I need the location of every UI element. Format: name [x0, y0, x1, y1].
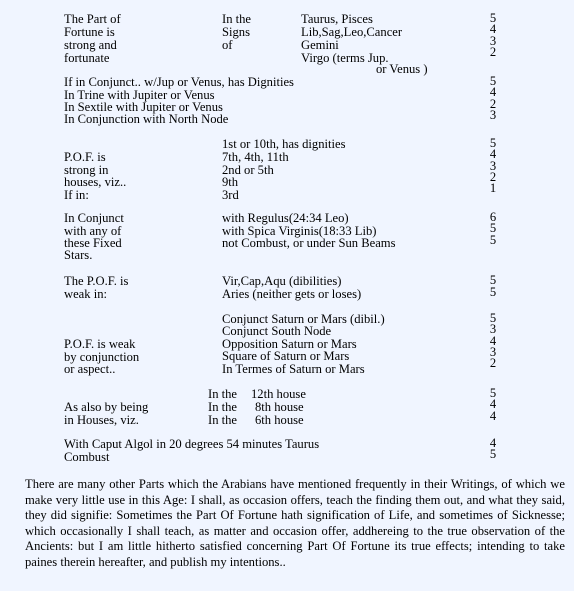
- score: 4: [489, 397, 497, 412]
- affliction-line: With Caput Algol in 20 degrees 54 minutes Taurus: [64, 437, 320, 451]
- score: 3: [489, 158, 497, 173]
- label-line: by conjunction: [64, 350, 140, 364]
- score: 2: [489, 356, 497, 371]
- score: 4: [489, 85, 497, 100]
- house-line: 8th house: [255, 400, 304, 414]
- label-line: If in:: [64, 188, 89, 202]
- label-line: or aspect..: [64, 362, 116, 376]
- house-line: 6th house: [255, 413, 304, 427]
- score: 5: [489, 285, 497, 299]
- closing-paragraph: There are many other Parts which the Arabians have mentioned frequently in their Writings, of which we make very little use in this Age: I shall, as occasion offers, teach the finding them out, and what they said, they did signifie: Sometimes the Part Of Fortune hath signification of Life, and sometimes of Sicknesse; which occasionally I shall teach, as matter and occasion offer, addhereing to the true observation of the Ancients: but I am little hitherto satisfied concerning Part Of Fortune its true effects; intending to take paines therein hereafter, and publish my intentions..: [25, 477, 565, 569]
- star-line: with Spica Virginis(18:33 Lib): [222, 224, 377, 238]
- sign-line: Lib,Sag,Leo,Cancer: [301, 25, 403, 39]
- star-line: with Regulus(24:34 Leo): [222, 211, 349, 225]
- sign-line: Vir,Cap,Aqu (dibilities): [222, 274, 342, 288]
- sign-line: Aries (neither gets or loses): [222, 287, 362, 301]
- label-line: these Fixed: [64, 236, 122, 250]
- label-line: The Part of: [64, 12, 121, 26]
- score: 5: [489, 232, 497, 247]
- label-line: houses, viz..: [64, 175, 127, 189]
- sign-line: or Venus ): [376, 62, 428, 76]
- score: 3: [489, 33, 497, 48]
- score: 5: [489, 221, 497, 236]
- score: 4: [489, 22, 497, 37]
- label-line: The P.O.F. is: [64, 274, 129, 288]
- house-prefix: In the: [208, 413, 238, 427]
- score: 5: [489, 273, 497, 287]
- score: 5: [489, 136, 497, 150]
- aspect-line: In Sextile with Jupiter or Venus: [64, 100, 223, 114]
- score: 5: [489, 447, 497, 462]
- sign-line: Taurus, Pisces: [301, 12, 373, 26]
- label-line: strong and: [64, 38, 117, 52]
- score: 6: [489, 210, 497, 224]
- label-line: P.O.F. is: [64, 150, 106, 164]
- score: 2: [489, 169, 497, 184]
- house-prefix: In the: [208, 400, 238, 414]
- sign-line: Gemini: [301, 38, 339, 52]
- score: 4: [489, 147, 497, 162]
- affliction-line: In Termes of Saturn or Mars: [222, 362, 365, 376]
- score: 3: [489, 322, 497, 337]
- score: 5: [489, 386, 497, 400]
- affliction-line: Conjunct Saturn or Mars (dibil.): [222, 312, 385, 326]
- score: 4: [489, 436, 497, 450]
- label-line: As also by being: [64, 400, 149, 414]
- sign-line: Virgo (terms Jup.: [301, 51, 389, 65]
- score: 1: [489, 181, 497, 196]
- aspect-line: If in Conjunct.. w/Jup or Venus, has Dignities: [64, 75, 294, 89]
- condition-line: In the: [222, 12, 252, 26]
- house-line: 1st or 10th, has dignities: [222, 137, 346, 151]
- label-line: weak in:: [64, 287, 108, 301]
- label-line: with any of: [64, 224, 122, 238]
- condition-line: of: [222, 38, 233, 52]
- score: 5: [489, 11, 497, 25]
- affliction-line: Opposition Saturn or Mars: [222, 337, 357, 351]
- aspect-line: In Conjunction with North Node: [64, 112, 229, 126]
- score: 3: [489, 344, 497, 359]
- house-line: 2nd or 5th: [222, 163, 274, 177]
- label-line: strong in: [64, 163, 109, 177]
- score: 2: [489, 44, 497, 59]
- label-line: fortunate: [64, 51, 110, 65]
- score: 5: [489, 311, 497, 325]
- house-line: 12th house: [251, 387, 306, 401]
- aspect-line: In Trine with Jupiter or Venus: [64, 88, 215, 102]
- star-line: not Combust, or under Sun Beams: [222, 236, 396, 250]
- score: 4: [489, 408, 497, 423]
- house-line: 7th, 4th, 11th: [222, 150, 289, 164]
- house-line: 9th: [222, 175, 239, 189]
- label-line: P.O.F. is weak: [64, 337, 136, 351]
- house-line: 3rd: [222, 188, 239, 202]
- score: 3: [489, 107, 497, 122]
- label-line: in Houses, viz.: [64, 413, 139, 427]
- condition-line: Signs: [222, 25, 250, 39]
- score: 2: [489, 96, 497, 111]
- score: 4: [489, 333, 497, 348]
- label-line: Stars.: [64, 248, 93, 262]
- label-line: Fortune is: [64, 25, 115, 39]
- label-line: In Conjunct: [64, 211, 124, 225]
- affliction-line: Conjunct South Node: [222, 324, 332, 338]
- affliction-line: Combust: [64, 450, 110, 464]
- score: 5: [489, 74, 497, 88]
- affliction-line: Square of Saturn or Mars: [222, 349, 350, 363]
- house-prefix: In the: [208, 387, 238, 401]
